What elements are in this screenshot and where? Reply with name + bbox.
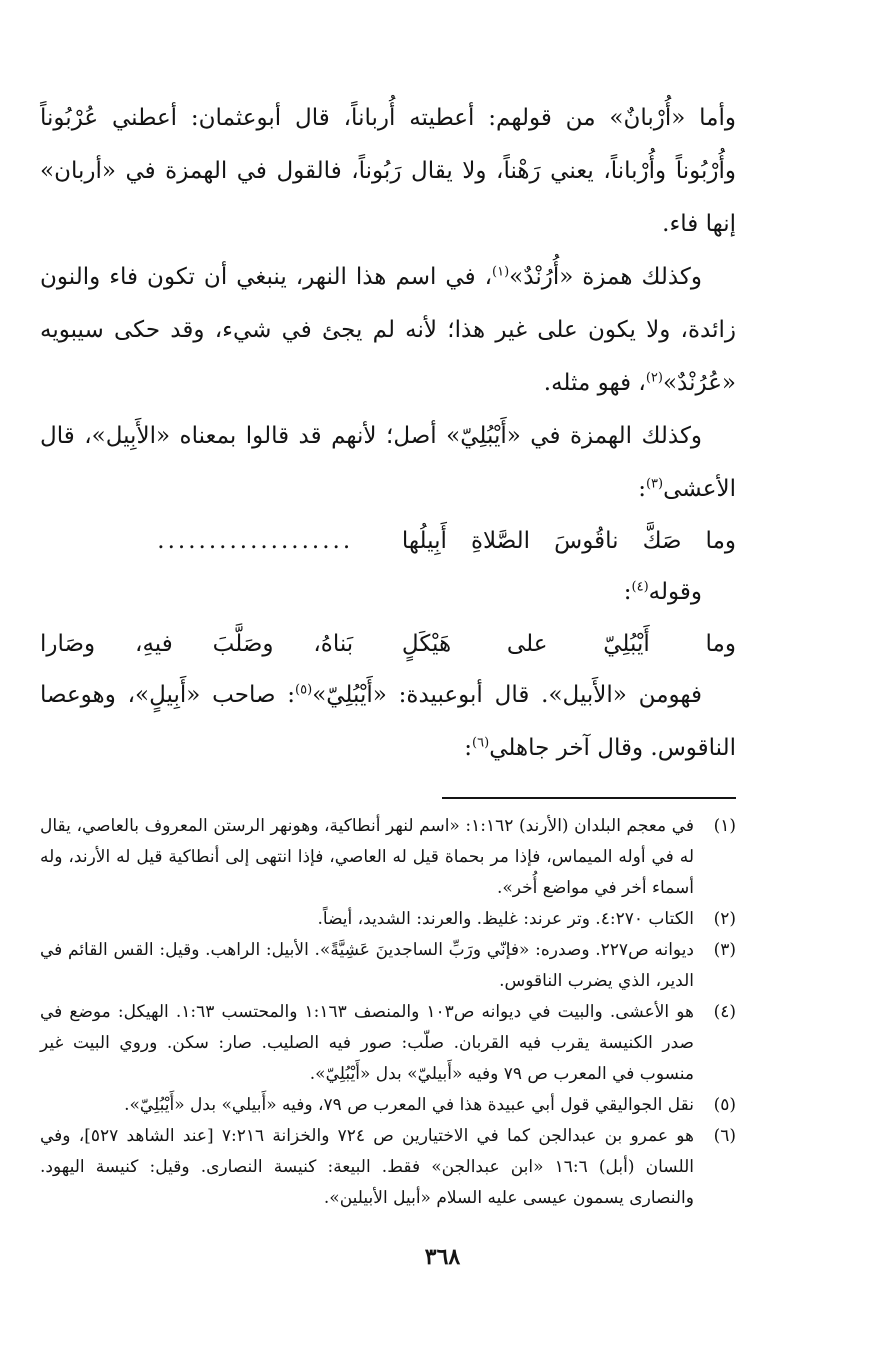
paragraph-3 <box>40 410 736 516</box>
p4-mid: : صاحب «أَبِيلٍ»، وهوعصا الناقوس. وقال آخر جاهلي <box>40 682 736 761</box>
verse-1-first-hemistich: وما صَكَّ ناقُوسَ الصَّلاةِ أَبِيلُها <box>401 528 736 554</box>
verse-2 <box>40 619 736 669</box>
paragraph-4 <box>40 669 736 775</box>
footnote-ref-1[interactable]: (١) <box>492 264 510 280</box>
main-text <box>40 92 736 775</box>
p4-start: فهومن «الأَبيل». قال أبوعبيدة: «أَيْبُلِيّ» <box>312 682 702 708</box>
footnote-number: (٥) <box>713 1095 736 1115</box>
intro2-end: : <box>623 579 632 605</box>
verse-2-first-hemistich: وما أَيْبُلِيّ على هَيْكَلٍ <box>401 631 736 657</box>
page-number: ٣٦٨ <box>424 1244 461 1270</box>
page-body <box>40 92 736 1214</box>
p3-start: وكذلك الهمزة في «أَيْبُلِيّ» أصل؛ لأنهم قد قالوا بمعناه «الأَبِيل»، قال الأعشى <box>40 423 736 502</box>
verse-1 <box>40 516 736 566</box>
footnote-text: هو عمرو بن عبدالجن كما في الاختيارين ص ٧٢٤ والخزانة ٧:٢١٦ [عند الشاهد ٥٢٧]، وفي اللسان (أبل) ١٦:٦ «ابن عبدالجن» فقط. البيعة: كنيسة النصارى. وقيل: كنيسة اليهود. والنصارى يسمون عيسى عليه السلام «أبيل الأبيلين». <box>40 1126 695 1208</box>
footnote-text: هو الأعشى. والبيت في ديوانه ص١٠٣ والمنصف ١:١٦٣ والمحتسب ١:٦٣. الهيكل: موضع في صدر الكنيسة يقرب فيه القربان. صلّب: صور فيه الصليب. صار: سكن. وروي البيت غير منسوب في المعرب ص ٧٩ وفيه «أَبيليّ» بدل «أَيْبُلِيّ». <box>40 1002 694 1084</box>
footnote-text: في معجم البلدان (الأرند) ١:١٦٢: «اسم لنهر أنطاكية، وهونهر الرستن المعروف بالعاصي، يقال له في أوله الميماس، فإذا مر بحماة قيل له العاصي، فإذا انتهى إلى أنطاكية قيل له الأرند، وله أسماء أخر في مواضع أُخر». <box>40 816 694 898</box>
footnote-2 <box>40 904 736 935</box>
p2-end: ، فهو مثله. <box>543 370 646 396</box>
footnote-number: (٤) <box>713 1002 736 1022</box>
footnote-number: (٣) <box>713 940 736 960</box>
p2-mid: ، في اسم هذا النهر، ينبغي أن تكون فاء والنون زائدة، ولا يكون على غير هذا؛ لأنه لم يجئ في شيء، وقد حكى سيبويه «عُرُنْدٌ» <box>40 264 736 396</box>
footnote-number: (٦) <box>713 1126 736 1146</box>
verse-2-second-hemistich: بَناهُ، وصَلَّبَ فيهِ، وصَارا <box>40 631 354 657</box>
p4-end: : <box>464 735 473 761</box>
footnote-6 <box>40 1121 736 1214</box>
p2-start: وكذلك همزة «أُرُنْدٌ» <box>509 264 702 290</box>
footnote-text: الكتاب ٤:٢٧٠. وتر عرند: غليظ. والعرند: الشديد، أيضاً. <box>317 909 694 929</box>
footnote-5 <box>40 1090 736 1121</box>
verse-2-intro <box>40 566 736 619</box>
verse-1-second-hemistich: ................... <box>157 528 354 554</box>
footnote-3 <box>40 935 736 997</box>
footnote-1 <box>40 811 736 904</box>
footnote-ref-5[interactable]: (٥) <box>295 682 313 698</box>
footnote-ref-4[interactable]: (٤) <box>631 579 649 595</box>
paragraph-2 <box>40 251 736 410</box>
footnote-number: (٢) <box>713 909 736 929</box>
intro2-text: وقوله <box>648 579 702 605</box>
footnote-divider <box>442 797 736 799</box>
footnote-text: نقل الجواليقي قول أبي عبيدة هذا في المعرب ص ٧٩، وفيه «أَبيلي» بدل «أَيْبُلِيّ». <box>124 1095 694 1115</box>
p3-end: : <box>638 476 646 502</box>
paragraph-1: وأما «أُرْبانٌ» من قولهم: أعطيته أُرباناً، قال أبوعثمان: أعطني عُرْبُوناً وأُرْبُوناً وأُرْباناً، يعني رَهْناً، ولا يقال رَبُوناً، فالقول في الهمزة في «أربان» إنها فاء. <box>40 105 736 237</box>
footnotes <box>40 811 736 1214</box>
footnote-ref-3[interactable]: (٣) <box>645 476 664 492</box>
footnote-ref-2[interactable]: (٢) <box>645 370 663 386</box>
footnote-ref-6[interactable]: (٦) <box>472 735 490 751</box>
footnote-number: (١) <box>713 816 736 836</box>
footnote-text: ديوانه ص٢٢٧. وصدره: «فإنّي ورَبِّ الساجدينَ عَشِيَّةً». الأبيل: الراهب. وقيل: القس القائم في الدير، الذي يضرب الناقوس. <box>40 940 695 991</box>
footnote-4 <box>40 997 736 1090</box>
